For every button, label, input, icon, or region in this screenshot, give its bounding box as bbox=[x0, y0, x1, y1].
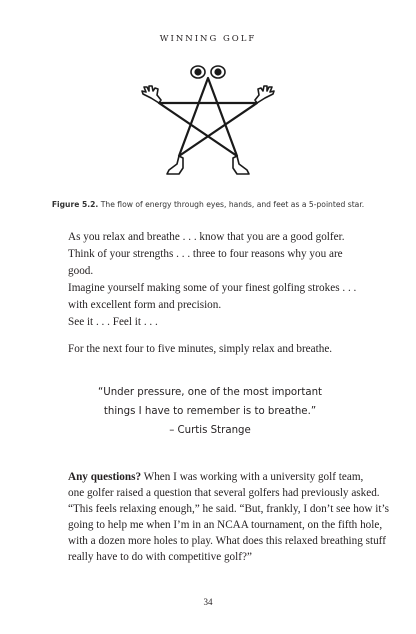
closing-instruction bbox=[68, 341, 368, 358]
quote-line: “Under pressure, one of the most important bbox=[97, 387, 323, 398]
exercise-line: Imagine yourself making some of your finest golfing strokes . . . bbox=[68, 282, 357, 294]
eyes-icon bbox=[191, 66, 225, 78]
figure-caption bbox=[28, 200, 388, 209]
exercise-line: Think of your strengths . . . three to four reasons why you are bbox=[68, 248, 343, 260]
page-number: 34 bbox=[203, 597, 213, 607]
paragraph-line-text: When I was working with a university golf team, bbox=[141, 471, 364, 483]
star-figure-illustration bbox=[133, 60, 283, 185]
running-head: WINNING GOLF bbox=[159, 34, 257, 44]
body-paragraph bbox=[68, 469, 389, 565]
paragraph-line: going to help me when I’m in an NCAA tournament, on the fifth hole, bbox=[68, 519, 383, 531]
exercise-line: As you relax and breathe . . . know that you are a good golfer. bbox=[68, 231, 345, 243]
figure-caption-text: The flow of energy through eyes, hands, and feet as a 5-pointed star. bbox=[100, 200, 365, 209]
left-hand-icon bbox=[142, 86, 161, 103]
paragraph-line: one golfer raised a question that several golfers had previously asked. bbox=[68, 487, 380, 499]
pull-quote bbox=[60, 383, 360, 440]
paragraph-line: really have to do with competitive golf?” bbox=[68, 551, 252, 563]
exercise-line: good. bbox=[68, 265, 94, 277]
paragraph-lead: Any questions? bbox=[68, 471, 142, 483]
quote-attribution: – Curtis Strange bbox=[169, 425, 251, 436]
left-foot-icon bbox=[167, 156, 183, 174]
paragraph-line: “This feels relaxing enough,” he said. “But, frankly, I don’t see how it’s bbox=[68, 503, 389, 515]
exercise-line: with excellent form and precision. bbox=[68, 299, 222, 311]
right-foot-icon bbox=[233, 156, 249, 174]
figure-label: Figure 5.2. bbox=[51, 200, 99, 209]
paragraph-line bbox=[68, 469, 364, 485]
right-hand-icon bbox=[255, 86, 274, 103]
exercise-instructions bbox=[68, 229, 368, 331]
paragraph-line: with a dozen more holes to play. What does this relaxed breathing stuff bbox=[68, 535, 386, 547]
quote-line: things I have to remember is to breathe.” bbox=[103, 406, 317, 417]
star-lines bbox=[159, 78, 257, 156]
figure bbox=[0, 60, 416, 185]
exercise-line: See it . . . Feel it . . . bbox=[68, 316, 158, 328]
closing-instruction-text: For the next four to five minutes, simply relax and breathe. bbox=[68, 343, 333, 355]
